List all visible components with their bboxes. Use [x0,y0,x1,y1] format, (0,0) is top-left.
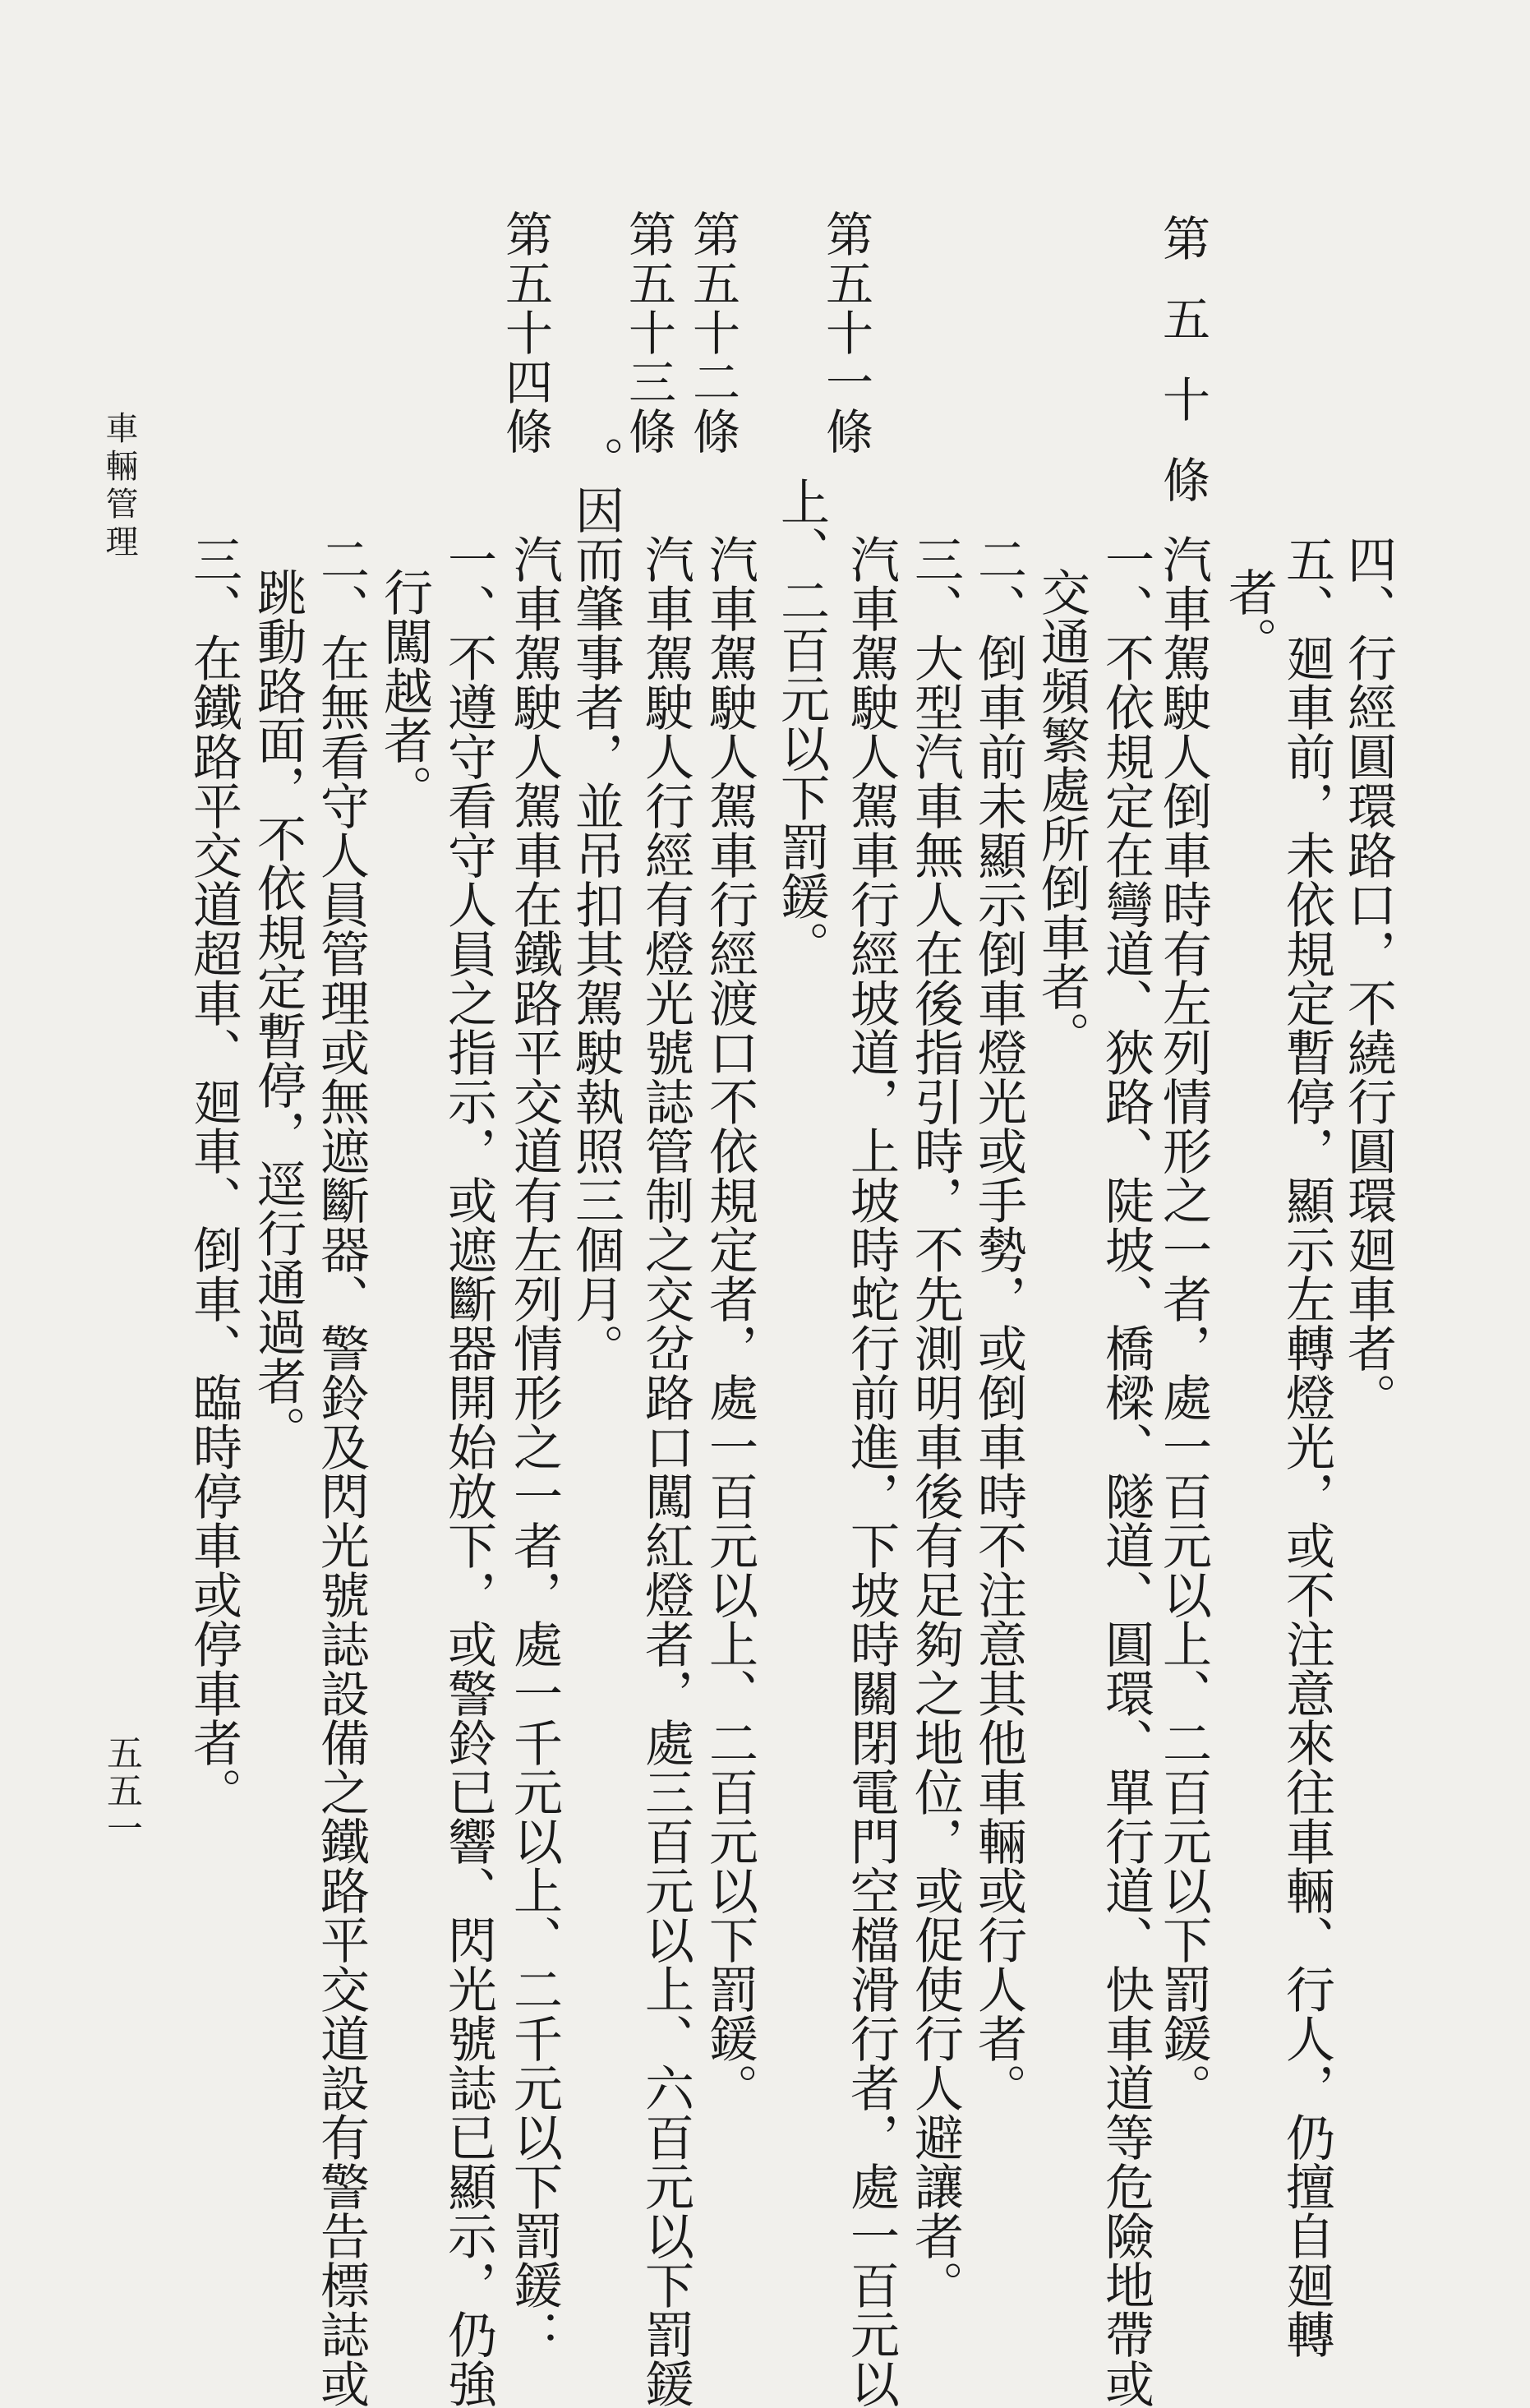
article-51-text-line1: 汽車駕駛人駕車行經坡道，上坡時蛇行前進，下坡時關閉電門空檔滑行者，處一百元以 [842,534,900,2408]
article-54-number: 第五十四條 [497,210,553,456]
article-50-item-2: 二、倒車前未顯示倒車燈光或手勢，或倒車時不注意其他車輛或行人者。 [970,534,1027,2112]
prev-item-5-line1: 五、廻車前，未依規定暫停，顯示左轉燈光，或不注意來往車輛、行人，仍擅自廻轉 [1278,534,1335,2359]
article-54-intro: 汽車駕駛人駕車在鐵路平交道有左列情形之一者，處一千元以上、二千元以下罰鍰： [505,534,563,2359]
article-54-item-2-line1: 二、在無看守人員管理或無遮斷器、警鈴及閃光號誌設備之鐵路平交道設有警告標誌或 [312,534,370,2408]
article-53-text-line2: 。因而肇事者，並吊扣其駕駛執照三個月。 [567,436,624,1372]
article-50-intro: 汽車駕駛人倒車時有左列情形之一者，處一百元以上、二百元以下罰鍰。 [1154,534,1212,2112]
article-51-number: 第五十一條 [818,210,873,456]
prev-item-5-line2: 者。 [1220,567,1278,666]
prev-item-4: 四、行經圓環路口，不繞行圓環廻車者。 [1339,534,1397,1422]
article-50-number: 第五十條 [1154,214,1210,536]
article-54-item-2-line2: 跳動路面，不依規定暫停，逕行通過者。 [249,567,306,1455]
running-head: 車輛管理 [100,411,138,562]
article-52-text: 汽車駕駛人駕車行經渡口不依規定者，處一百元以上、二百元以下罰鍰。 [701,534,758,2112]
article-51-text-line2: 上、二百元以下罰鍰。 [772,477,830,970]
article-53-text-line1: 汽車駕駛人行經有燈光號誌管制之交岔路口闖紅燈者，處三百元以上、六百元以下罰鍰 [637,534,694,2408]
article-54-item-1-line1: 一、不遵守看守人員之指示，或遮斷器開始放下，或警鈴已響、閃光號誌已顯示，仍強 [440,534,497,2408]
article-50-item-3: 三、大型汽車無人在後指引時，不先測明車後有足夠之地位，或促使行人避讓者。 [906,534,964,2309]
page-number: 五五一 [100,1734,142,1848]
article-54-item-3: 三、在鐵路平交道超車、廻車、倒車、臨時停車或停車者。 [185,534,242,1816]
article-50-item-1-line1: 一、不依規定在彎道、狹路、陡坡、橋樑、隧道、圓環、單行道、快車道等危險地帶或 [1097,534,1154,2408]
article-53-number: 第五十三條 [620,210,676,456]
article-52-number: 第五十二條 [684,210,740,456]
article-50-item-1-line2: 交通頻繁處所倒車者。 [1033,567,1090,1060]
article-54-item-1-line2: 行闖越者。 [376,567,433,814]
